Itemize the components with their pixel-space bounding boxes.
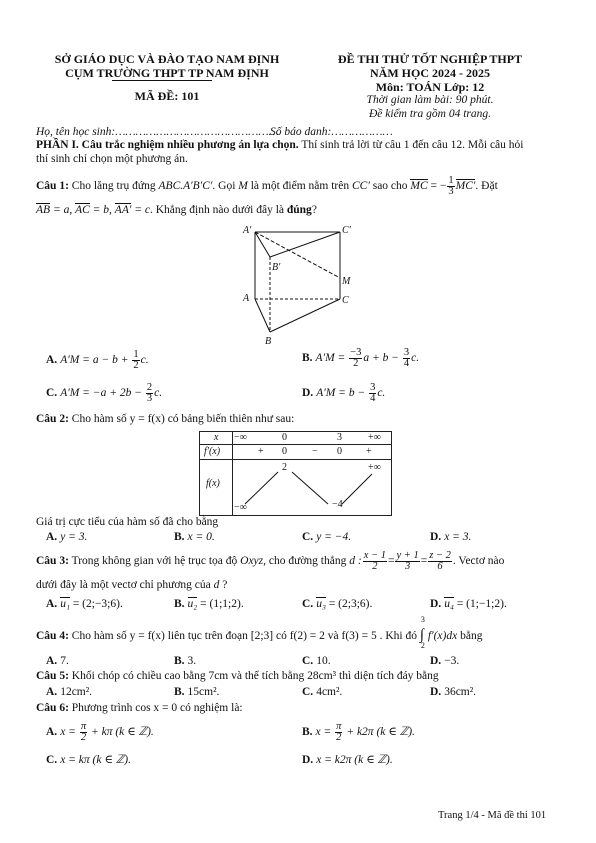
q2-option-b-text: x = 0.: [187, 531, 215, 543]
student-name-field: Họ, tên học sinh:…………………………………………: [36, 126, 279, 138]
q1-vector-aa: AA′: [114, 204, 132, 216]
q3-option-a[interactable]: [46, 598, 123, 610]
sign-zero-1: 0: [282, 446, 287, 457]
q3-frac2-num: y + 1: [396, 550, 419, 561]
q4-int-upper: 3: [420, 615, 425, 624]
q5-label: Câu 5:: [36, 670, 69, 682]
q4-int-body: f′(x)dx: [427, 630, 458, 642]
q2-label: Câu 2:: [36, 413, 69, 425]
q4-option-a[interactable]: [46, 655, 69, 667]
edge-b1c1: [270, 232, 340, 257]
q4-text-b: có f(2) = 2 và f(3) = 5 . Khi đó: [273, 630, 420, 642]
q2-subquestion: Giá trị cực tiểu của hàm số đã cho bằng: [36, 516, 219, 528]
q1-option-c-text: A′M = −a + 2b −: [60, 387, 145, 400]
school-year: NĂM HỌC 2024 - 2025: [370, 66, 490, 80]
q6-text: Phương trình cos x = 0 có nghiệm là:: [68, 702, 243, 714]
q4-option-c[interactable]: [302, 655, 331, 667]
q5-option-b-text: 15cm².: [187, 686, 220, 698]
q6-option-b-den: 2: [336, 732, 342, 743]
q1-option-b-num2: 3: [403, 347, 410, 358]
q1-option-a-end: c.: [140, 354, 149, 367]
q5-option-c-label: C.: [302, 686, 314, 698]
label-m: M: [342, 276, 351, 287]
q3-option-c-text: = (2;3;6).: [325, 598, 373, 610]
q6-option-d-text: x = k2π (k ∈ ℤ).: [316, 754, 393, 766]
q6-option-a-num: π: [80, 721, 87, 732]
q6-option-a-den: 2: [80, 732, 87, 743]
q3-line2-text: dưới đây là một vectơ chỉ phương của: [36, 579, 214, 591]
school-cluster: [52, 66, 282, 81]
q1-option-b-den1: 2: [353, 358, 359, 369]
edge-bc: [270, 299, 340, 332]
q1-eq-a: = a,: [50, 204, 76, 216]
f-val-min: −4: [332, 499, 343, 510]
q1-question-end: ?: [311, 204, 317, 216]
q5-option-d-text: 36cm².: [444, 686, 477, 698]
q1-option-a[interactable]: [46, 350, 149, 371]
q1-option-b[interactable]: [302, 348, 419, 369]
f-val-max: 2: [282, 462, 287, 473]
q6-label: Câu 6:: [36, 702, 69, 714]
q2-option-c-label: C.: [302, 531, 314, 543]
label-b1: B′: [272, 262, 281, 273]
q1-text-a: Cho lăng trụ đứng: [68, 180, 159, 193]
q3-text-a: Trong không gian với hệ trục tọa độ: [68, 555, 241, 568]
q1-fraction: $\frac{1}{3}$: [448, 175, 454, 197]
sign-2: −: [312, 446, 318, 457]
q3-label: Câu 3:: [36, 555, 69, 568]
q4-int-lower: 2: [420, 641, 425, 650]
q5-option-c[interactable]: [302, 686, 342, 698]
q1-line1: [36, 176, 498, 197]
q1-option-b-label: B.: [302, 352, 313, 365]
q5-text: Khối chóp có chiều cao bằng 7cm và thể tích bằng 28cm³ thì diện tích đáy bằng: [68, 670, 439, 682]
q1-option-c-den: 3: [146, 393, 153, 404]
q4-option-a-label: A.: [46, 655, 58, 667]
prism-figure: [225, 222, 365, 347]
q1-label: Câu 1:: [36, 180, 69, 193]
q3-option-c-label: C.: [302, 598, 314, 610]
q6-option-d[interactable]: [302, 752, 393, 766]
q3-line1: Câu 3: Trong không gian với hệ trục tọa độ Oxyz, cho đường thẳng d : $\frac{x - 1}{2}$ = $\frac{y + 1}{3}$ = $\frac{z - 2}{6}$ . Vectơ nào: [36, 550, 505, 572]
label-c: C: [342, 295, 349, 306]
q3-line2-d: d: [213, 579, 220, 591]
q2-text: Cho hàm số y = f(x) có bảng biến thiên như sau:: [68, 413, 295, 425]
q3-option-d[interactable]: [430, 598, 507, 610]
q1-line2: [36, 204, 317, 216]
q1-option-a-den: 2: [133, 360, 139, 371]
q2-option-c[interactable]: [302, 531, 351, 543]
q1-option-b-text: A′M =: [315, 352, 349, 365]
q1-option-a-text: A′M = a − b +: [60, 354, 132, 367]
header-underline: [112, 80, 212, 81]
q1-option-d-num: 3: [370, 382, 376, 393]
candidate-number-field: Số báo danh:………………: [270, 126, 393, 138]
q3-option-d-vec: u₄: [444, 598, 454, 610]
label-b: B: [265, 336, 272, 347]
arrow-up-2: [342, 474, 372, 504]
subject-grade: Môn: TOÁN Lớp: 12: [375, 80, 485, 94]
q4-option-d[interactable]: [430, 655, 459, 667]
part1-instruction-2: thí sinh chỉ chọn một phương án.: [36, 153, 188, 165]
q3-option-b[interactable]: [174, 598, 244, 610]
q5-option-a[interactable]: [46, 686, 92, 698]
q4-option-d-label: D.: [430, 655, 442, 667]
label-c1: C′: [342, 225, 351, 236]
q5-option-c-text: 4cm².: [316, 686, 343, 698]
exam-code: MÃ ĐỀ: 101: [134, 89, 200, 103]
q6-option-a-pre: x =: [60, 726, 79, 739]
q1-option-b-num1: −3: [350, 347, 362, 358]
q2-option-a-label: A.: [46, 531, 58, 543]
q5-option-b-label: B.: [174, 686, 185, 698]
q1-vector-ab: AB: [36, 204, 51, 216]
q1-option-b-mid: a + b −: [363, 352, 402, 365]
q3-text-b: , cho đường thẳng: [263, 555, 350, 568]
q6-option-c[interactable]: [46, 752, 131, 766]
q2-question: [36, 413, 294, 425]
q1-vector-ac: AC: [75, 204, 90, 216]
segment-a1m: [255, 232, 340, 278]
q2-option-a-text: y = 3.: [60, 531, 88, 543]
q4-interval: [2;3]: [250, 630, 274, 642]
q4-option-b-text: 3.: [187, 655, 197, 667]
q3-line2-end: ?: [219, 579, 228, 591]
table-f-label: f(x): [206, 478, 220, 489]
q3-option-d-label: D.: [430, 598, 442, 610]
q3-coords: Oxyz: [240, 555, 264, 568]
q3-option-a-vec: u₁: [60, 598, 70, 610]
q6-option-b-num: π: [336, 721, 342, 732]
q5-option-d[interactable]: [430, 686, 476, 698]
q3-option-b-vec: u₂: [187, 598, 198, 610]
q1-vector-mc: MC: [410, 180, 428, 193]
sign-1: +: [258, 446, 264, 457]
q2-option-a[interactable]: [46, 531, 87, 543]
q3-text-c: . Vectơ nào: [452, 555, 505, 568]
variation-arrows: [200, 432, 391, 515]
part1-instruction: Thí sinh trả lời từ câu 1 đến câu 12. Mỗi câu hỏi: [298, 139, 524, 151]
q1-option-d-text: A′M = b −: [316, 387, 369, 400]
q1-eq-c: = c: [131, 204, 150, 216]
sign-3: +: [366, 446, 372, 457]
q1-option-c[interactable]: [46, 383, 162, 404]
q3-frac1-num: x − 1: [363, 550, 386, 561]
q1-option-a-label: A.: [46, 354, 58, 367]
q3-option-b-text: = (1;1;2).: [197, 598, 244, 610]
q2-option-d[interactable]: [430, 531, 471, 543]
q6-option-b-label: B.: [302, 726, 313, 739]
q4-option-b-label: B.: [174, 655, 185, 667]
q1-option-a-num: 1: [133, 349, 139, 360]
q3-option-a-text: = (2;−3;6).: [69, 598, 123, 610]
q4-label: Câu 4:: [36, 630, 69, 642]
arrow-down: [292, 472, 328, 504]
q3-frac3-num: z − 2: [429, 550, 451, 561]
q1-text-e: . Đặt: [475, 180, 498, 193]
x-val-3: 3: [337, 432, 342, 443]
q4-line: [36, 615, 483, 650]
q4-option-a-text: 7.: [60, 655, 69, 667]
q6-option-c-text: x = kπ (k ∈ ℤ).: [60, 754, 132, 766]
f-val-pos-inf: +∞: [368, 462, 381, 473]
q5-option-a-label: A.: [46, 686, 58, 698]
q1-emphasis: đúng: [286, 204, 312, 216]
q1-vector-mc2: MC′: [455, 180, 476, 193]
q4-text-c: bằng: [457, 630, 483, 642]
q1-text-c: là một điểm nằm trên: [247, 180, 352, 193]
page-footer: Trang 1/4 - Mã đề thi 101: [438, 810, 547, 821]
q6-option-a-post: + kπ (k ∈ ℤ).: [88, 726, 154, 739]
q6-line: [36, 702, 243, 714]
q2-option-d-text: x = 3.: [444, 531, 472, 543]
q1-option-c-num: 2: [146, 382, 153, 393]
variation-table: [199, 431, 392, 516]
edge-ab: [255, 299, 270, 332]
q2-option-b[interactable]: [174, 531, 215, 543]
q1-option-c-label: C.: [46, 387, 58, 400]
q1-option-b-end: c.: [411, 352, 420, 365]
q3-option-c[interactable]: [302, 598, 372, 610]
q1-edge: CC′: [351, 180, 370, 193]
department-name: SỞ GIÁO DỤC VÀ ĐÀO TẠO NAM ĐỊNH: [54, 52, 280, 66]
q1-point-m: M: [238, 180, 248, 193]
q4-option-d-text: −3.: [444, 655, 460, 667]
q3-frac3-den: 6: [437, 561, 443, 572]
q3-option-b-label: B.: [174, 598, 185, 610]
q1-option-c-end: c.: [154, 387, 163, 400]
q4-integral: 3 ∫ 2: [419, 615, 425, 650]
arrow-up-1: [245, 472, 278, 504]
x-val-pos-inf: +∞: [368, 432, 381, 443]
q5-option-d-label: D.: [430, 686, 442, 698]
q6-option-b-pre: x =: [315, 726, 335, 739]
q3-option-c-vec: u₃: [316, 598, 326, 610]
q1-option-b-den2: 4: [403, 358, 410, 369]
table-fprime-label: f′(x): [204, 446, 221, 457]
q3-line-d: d :: [349, 555, 362, 568]
q1-prism: ABC.A′B′C′: [158, 180, 213, 193]
q1-text-d: sao cho: [369, 180, 411, 193]
x-val-neg-inf: −∞: [234, 432, 247, 443]
q4-text-a: Cho hàm số y = f(x) liên tục trên đoạn: [68, 630, 251, 642]
q3-option-d-text: = (1;−1;2).: [453, 598, 507, 610]
q2-option-b-label: B.: [174, 531, 185, 543]
q1-eq-b: = b,: [89, 204, 115, 216]
page-count: Đề kiểm tra gồm 04 trang.: [368, 108, 491, 120]
q6-option-b-post: + k2π (k ∈ ℤ).: [343, 726, 415, 739]
q3-frac1-den: 2: [372, 561, 378, 572]
q1-option-d[interactable]: [302, 383, 385, 404]
q3-option-a-label: A.: [46, 598, 58, 610]
q2-option-d-label: D.: [430, 531, 442, 543]
q1-option-d-den: 4: [370, 393, 376, 404]
table-x-label: x: [214, 432, 219, 443]
q5-option-b[interactable]: [174, 686, 219, 698]
q1-option-d-end: c.: [377, 387, 386, 400]
label-a1: A′: [243, 225, 252, 236]
x-val-0: 0: [282, 432, 287, 443]
q1-question: . Khẳng định nào dưới đây là: [150, 204, 287, 216]
f-val-neg-inf: −∞: [234, 502, 247, 513]
part1-title: PHẦN I. Câu trắc nghiệm nhiều phương án lựa chọn.: [36, 139, 299, 151]
school-cluster-text: CỤM TRƯỜNG THPT TP NAM ĐỊNH: [65, 66, 269, 80]
q6-option-a[interactable]: [46, 722, 154, 743]
q1-text-b: . Gọi: [212, 180, 239, 193]
q6-option-a-label: A.: [46, 726, 58, 739]
q6-option-c-label: C.: [46, 754, 58, 766]
exam-duration: Thời gian làm bài: 90 phút.: [366, 94, 494, 106]
exam-title: ĐỀ THI THỬ TỐT NGHIỆP THPT: [337, 52, 523, 66]
q3-frac2-den: 3: [404, 561, 411, 572]
q6-option-d-label: D.: [302, 754, 314, 766]
q2-option-c-text: y = −4.: [316, 531, 352, 543]
q1-eq: = −: [427, 180, 447, 193]
q4-option-b[interactable]: [174, 655, 196, 667]
sign-zero-2: 0: [337, 446, 342, 457]
part1-heading: [36, 139, 523, 151]
q3-line2: [36, 579, 227, 591]
q6-option-b[interactable]: [302, 722, 415, 743]
q1-option-d-label: D.: [302, 387, 314, 400]
q5-option-a-text: 12cm².: [60, 686, 93, 698]
q4-option-c-text: 10.: [316, 655, 331, 667]
label-a: A: [243, 293, 250, 304]
q4-option-c-label: C.: [302, 655, 314, 667]
q5-line: [36, 670, 439, 682]
